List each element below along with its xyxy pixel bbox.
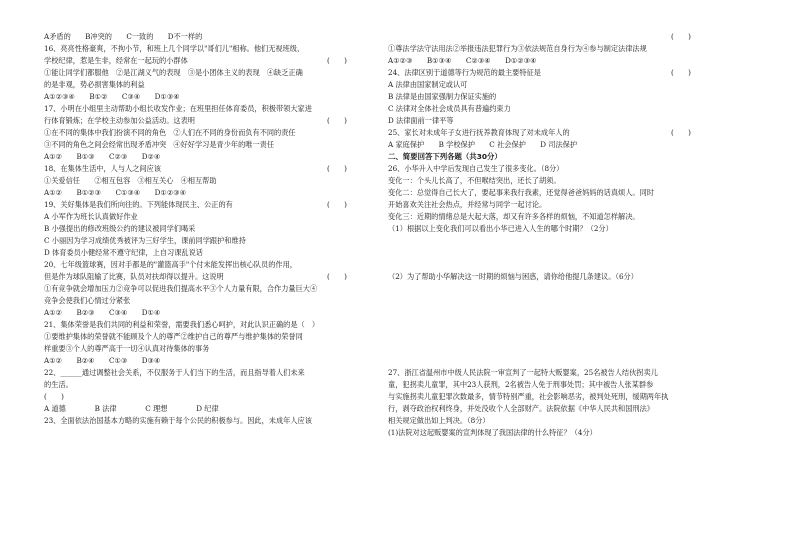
q18-options: A①② B①②③ C①③④ D①②③④ [44, 188, 187, 197]
q16-options: A①②③④ B①② C③④ D①③④ [44, 92, 180, 101]
q25-answer-paren[interactable]: ( ) [671, 128, 691, 137]
q20-statement-line2: 竞争会使我们心情过分紧张 [44, 296, 131, 305]
q23-options: A①②③ B①③④ C②③④ D①②③④ [388, 56, 537, 65]
q17-stem-line1: 17、小明在小组里主动帮助小组长收发作业；在班里担任体育委员，积极带领大家进 [44, 104, 312, 113]
q20-options: A①② B②③ C③④ D①④ [44, 308, 161, 317]
q18-answer-paren[interactable]: ( ) [327, 164, 347, 173]
q19-option-d: D 体育委员小健经常不遵守纪律，上自习课乱说话 [44, 248, 203, 257]
q26-subquestion-1: （1）根据以上变化我们可以看出小华已进入人生的哪个时期？（2分） [388, 224, 613, 233]
q20-answer-paren[interactable]: ( ) [327, 272, 347, 281]
q24-stem: 24、法律区别于道德等行为规范的最主要特征是 [388, 68, 541, 77]
q16-stem-line1: 16、亮亮性格豪爽，不拘小节，和班上几个同学以"哥们儿"相称。他们无视班级、 [44, 44, 305, 53]
q26-stem: 26、小华升入中学后发现自己发生了很多变化。（8分） [388, 164, 564, 173]
q20-stem-line1: 20、七年级篮球赛，因对手都是的"灌篮高手"个付未能发挥出核心队员的作用， [44, 260, 297, 269]
q19-answer-paren[interactable]: ( ) [327, 200, 347, 209]
q24-option-a: A 法律由国家制定或认可 [388, 80, 468, 89]
q16-statement-line1: ①能让同学们都服他 ②是江湖义气的表现 ③是小团体主义的表现 ④缺乏正确 [44, 68, 303, 77]
q27-subquestion-1: (1)法院对这起贩婴案的宣判体现了我国法律的什么特征？（4分） [388, 428, 597, 437]
q20-statement-line1: ①有竞争就会增加压力②竞争可以促进我们提高水平③个人力量有限，合作力量巨大④ [44, 284, 318, 293]
q16-stem-line2: 学校纪律，惹是生非，经常在一起玩的小群体 [44, 56, 188, 65]
q20-stem-line2: 但是作为球队阻输了比赛，队员对扶却得以提升。这说明 [44, 272, 224, 281]
q21-statement-line2: 样重要③个人的尊严高于一切④认真对待集体的事务 [44, 344, 210, 353]
q18-stem: 18、在集体生活中，人与人之间应该 [44, 164, 161, 173]
q23-answer-paren[interactable]: ( ) [671, 32, 691, 41]
q17-stem-line2: 行体育锻炼；在学校主动参加公益活动。这表明 [44, 116, 195, 125]
q19-option-c: C 小丽因为学习成绩优秀被评为三好学生，课前同学跟护和维持 [44, 236, 246, 245]
q27-passage-line3: 与实施拐卖儿童犯罪次数最多，情节特别严重，社会影响恶劣，被判处死刑，缓期两年执 [388, 392, 669, 401]
q24-option-b: B 法律是由国家强制力保证实施的 [388, 92, 497, 101]
q21-statement-line1: ①要维护集体的荣誉就不能顾及个人的尊严②维护自己的尊严与维护集体的荣誉同 [44, 332, 303, 341]
q18-statements: ①关爱信任 ②相互包容 ③相互关心 ④相互帮助 [44, 176, 217, 185]
q27-passage-line2: 童，犯拐卖儿童罪，其中23人获刑，2名被告人免于刑事处罚；其中被告人张某群参 [388, 380, 654, 389]
q16-statement-line2: 的是非观，势必损害集体的利益 [44, 80, 145, 89]
q26-subquestion-2: （2）为了帮助小华解决这一时期的烦恼与困惑，请你给他提几条建议。（6分） [388, 272, 638, 281]
q24-option-d: D 法律面前一律平等 [388, 116, 454, 125]
q22-options: A 道德 B 法律 C 理想 D 纪律 [44, 404, 219, 413]
q22-stem-line2: 的生活。 [44, 380, 73, 389]
q26-change-1: 变化一：个头儿长高了，不但喉结突出，还长了胡须。 [388, 176, 561, 185]
q17-statement-line2: ③不同的角色之间会经常出现矛盾冲突 ④好好学习是青少年的唯一责任 [44, 140, 275, 149]
q16-answer-paren[interactable]: ( ) [327, 56, 347, 65]
section-2-title: 二、简要回答下列各题（共30分） [388, 152, 502, 161]
q26-change-2-line2: 开始喜欢关注社会热点，并经常与同学一起讨论。 [388, 200, 547, 209]
q19-option-b: B 小强提出的修改班级公约的建议被同学们喝采 [44, 224, 196, 233]
q22-answer-paren[interactable]: ( ) [44, 392, 64, 401]
q17-statement-line1: ①在不同的集体中我们扮演不同的角色 ②人们在不同的身份而负有不同的责任 [44, 128, 296, 137]
q25-options: A 家庭保护 B 学校保护 C 社会保护 D 司法保护 [388, 140, 578, 149]
q26-change-3: 变化三：近期的情绪总是大起大落，却又有许多各样的烦恼，不知道怎样解决。 [388, 212, 640, 221]
q17-options: A①② B①③ C②③ D②④ [44, 152, 161, 161]
q25-stem: 25、家长对未成年子女进行抚养教育体现了对未成年人的 [388, 128, 570, 137]
q23-statements: ①尊法学法守法用法②举报违法犯罪行为③依法规范自身行为④参与制定法律法规 [388, 44, 647, 53]
q21-options: A①② B②④ C①③ D③④ [44, 356, 161, 365]
q19-option-a: A 小军作为班长认真做好作业 [44, 212, 138, 221]
q27-passage-line1: 27、浙江省温州市中级人民法院一审宣判了一起特大贩婴案，25名被告人结伙拐卖儿 [388, 368, 658, 377]
q27-passage-line5: 相关规定做出如上判决。（8分） [388, 416, 490, 425]
q15-options: A矛盾的 B冲突的 C一致的 D不一样的 [44, 32, 203, 41]
q19-stem: 19、关好集体是我们所向往的。下列能体现民主、公正的有 [44, 200, 233, 209]
q21-stem: 21、集体荣誉是我们共同的利益和荣誉，需要我们悉心呵护，对此认识正确的是（ ） [44, 320, 320, 329]
q22-stem-line1: 22、______通过调整社会关系，不仅服务于人们当下的生活，而且指导着人们未来 [44, 368, 305, 377]
q24-answer-paren[interactable]: ( ) [671, 68, 691, 77]
q23-stem-line1: 23、全面依法治国基本方略的实施有赖于每个公民的积极参与。因此，未成年人应该 [44, 416, 312, 425]
q26-change-2-line1: 变化二：总觉得自己长大了，要起事来我行我素，还觉得爸爸妈妈的话真烦人。同时 [388, 188, 654, 197]
q27-passage-line4: 行，剥夺政治权利终身，并处没收个人全部财产。法院依据《中华人民共和国刑法》 [388, 404, 654, 413]
q17-answer-paren[interactable]: ( ) [327, 116, 347, 125]
q24-option-c: C 法律对全体社会成员具有普遍约束力 [388, 104, 511, 113]
